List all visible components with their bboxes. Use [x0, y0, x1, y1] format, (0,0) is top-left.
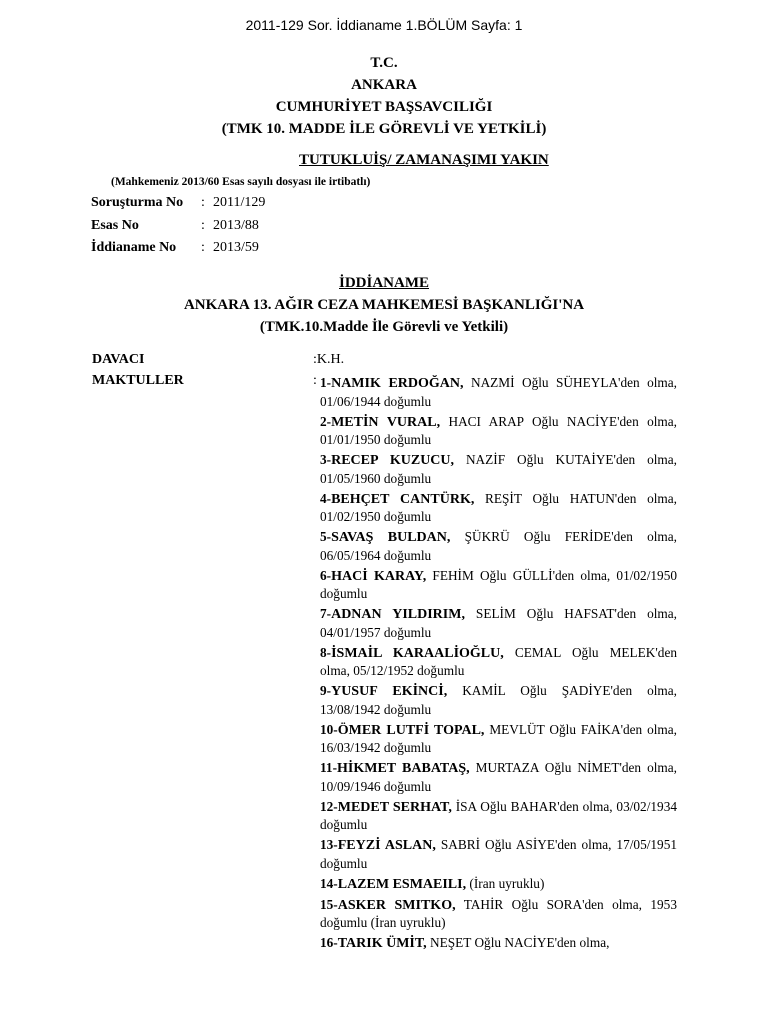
- meta-label: Esas No: [91, 217, 139, 233]
- victim-info: HACI ARAP Oğlu NACİYE'den olma, 01/01/1950 doğumlu: [320, 413, 677, 447]
- indictment-heading: [0, 272, 768, 338]
- victim-item: [320, 605, 677, 641]
- meta-row: [91, 237, 265, 260]
- victim-number: 3-: [320, 452, 332, 467]
- meta-sep: :: [201, 240, 205, 255]
- maktuller-colon: :: [313, 373, 317, 388]
- meta-sep: :: [201, 217, 205, 233]
- victim-name: ADNAN YILDIRIM,: [331, 607, 465, 622]
- meta-label: Soruşturma No: [91, 195, 184, 210]
- victim-item: [320, 721, 677, 757]
- victim-number: 10-: [320, 721, 338, 737]
- victim-info: SELİM Oğlu HAFSAT'den olma, 04/01/1957 doğumlu: [320, 606, 677, 640]
- victim-number: 6-: [320, 567, 332, 583]
- victim-name: İSMAİL KARAALİOĞLU,: [331, 645, 504, 661]
- status-title: TUTUKLUİŞ/ ZAMANAŞIMI YAKIN: [299, 152, 549, 168]
- victim-name: HACİ KARAY,: [331, 568, 427, 584]
- victim-item: [320, 490, 677, 526]
- victim-name: BEHÇET CANTÜRK,: [331, 491, 475, 507]
- meta-value: 2013/88: [213, 217, 259, 233]
- victim-item: [320, 759, 677, 795]
- meta-label: İddianame No: [91, 240, 177, 255]
- victim-name: ASKER SMITKO,: [337, 897, 456, 913]
- victim-number: 13-: [320, 837, 338, 852]
- header-line: (TMK 10. MADDE İLE GÖREVLİ VE YETKİLİ): [221, 121, 547, 137]
- victim-name: ÖMER LUTFİ TOPAL,: [337, 722, 485, 738]
- victim-item: [320, 875, 677, 894]
- meta-sep: :: [201, 195, 205, 210]
- victim-number: 4-: [320, 490, 332, 506]
- doc-title: İDDİANAME: [339, 275, 429, 291]
- victim-info: REŞİT Oğlu HATUN'den olma, 01/02/1950 doğumlu: [320, 490, 677, 524]
- victim-name: METİN VURAL,: [331, 414, 441, 430]
- victim-item: [320, 644, 677, 680]
- victim-info: CEMAL Oğlu MELEK'den olma, 05/12/1952 doğumlu: [320, 644, 677, 678]
- victim-number: 1-: [320, 375, 332, 390]
- victim-number: 11-: [320, 760, 337, 775]
- victim-info: TAHİR Oğlu SORA'den olma, 1953 doğumlu (İran uyruklu): [320, 896, 677, 930]
- victim-info: KAMİL Oğlu ŞADİYE'den olma, 13/08/1942 doğumlu: [320, 683, 678, 717]
- victim-info: MEVLÜT Oğlu FAİKA'den olma, 16/03/1942 doğumlu: [320, 721, 677, 755]
- header-line: ANKARA: [351, 77, 417, 93]
- victim-info: NAZİF Oğlu KUTAİYE'den olma, 01/05/1960 doğumlu: [320, 452, 677, 486]
- meta-value: 2011/129: [213, 195, 266, 210]
- court-subtitle: (TMK.10.Madde İle Görevli ve Yetkili): [259, 319, 509, 335]
- victim-name: TARIK ÜMİT,: [337, 936, 427, 951]
- victim-name: YUSUF EKİNCİ,: [331, 684, 448, 699]
- victim-name: SAVAŞ BULDAN,: [331, 530, 451, 545]
- victim-name: FEYZİ ASLAN,: [337, 838, 436, 853]
- meta-value: 2013/59: [213, 240, 259, 255]
- victim-name: LAZEM ESMAEILI,: [337, 876, 467, 892]
- victim-info: (İran uyruklu): [469, 875, 545, 891]
- victim-number: 5-: [320, 529, 332, 544]
- victim-item: [320, 836, 677, 872]
- davaci-value: :K.H.: [313, 352, 345, 367]
- maktuller-label: MAKTULLER: [92, 373, 184, 388]
- victim-number: 8-: [320, 644, 332, 660]
- victim-number: 15-: [320, 896, 338, 912]
- victim-item: [320, 451, 677, 487]
- victim-name: RECEP KUZUCU,: [331, 453, 455, 468]
- victim-list: [320, 374, 677, 955]
- institution-header: [0, 52, 768, 140]
- victim-name: MEDET SERHAT,: [337, 799, 452, 815]
- victim-number: 12-: [320, 798, 338, 814]
- victim-item: [320, 934, 677, 953]
- header-line: T.C.: [370, 55, 398, 71]
- related-file-note: (Mahkemeniz 2013/60 Esas sayılı dosyası ile irtibatlı): [111, 176, 371, 188]
- davaci-label: DAVACI: [92, 352, 145, 367]
- victim-info: NEŞET Oğlu NACİYE'den olma,: [430, 935, 610, 950]
- victim-name: NAMIK ERDOĞAN,: [331, 376, 464, 391]
- case-numbers: [91, 192, 265, 260]
- victim-item: [320, 682, 677, 718]
- meta-row: [91, 215, 265, 238]
- court-name: ANKARA 13. AĞIR CEZA MAHKEMESİ BAŞKANLIĞI'NA: [183, 297, 585, 313]
- victim-item: [320, 413, 677, 449]
- victim-item: [320, 567, 677, 603]
- header-line: CUMHURİYET BAŞSAVCILIĞI: [275, 99, 493, 115]
- victim-number: 2-: [320, 413, 332, 429]
- meta-row: [91, 192, 265, 215]
- victim-info: İSA Oğlu BAHAR'den olma, 03/02/1934 doğumlu: [320, 798, 677, 832]
- victim-number: 16-: [320, 935, 338, 950]
- victim-item: [320, 374, 677, 410]
- running-header: 2011-129 Sor. İddianame 1.BÖLÜM Sayfa: 1: [245, 17, 523, 33]
- victim-info: NAZMİ Oğlu SÜHEYLA'den olma, 01/06/1944 doğumlu: [320, 375, 677, 409]
- victim-number: 9-: [320, 683, 332, 698]
- victim-item: [320, 896, 677, 932]
- victim-item: [320, 528, 677, 564]
- victim-number: 14-: [320, 875, 338, 891]
- victim-name: HİKMET BABATAŞ,: [337, 761, 470, 776]
- victim-number: 7-: [320, 606, 332, 621]
- victim-item: [320, 798, 677, 834]
- victim-info: ŞÜKRÜ Oğlu FERİDE'den olma, 06/05/1964 doğumlu: [320, 529, 677, 563]
- victim-info: MURTAZA Oğlu NİMET'den olma, 10/09/1946 doğumlu: [320, 760, 677, 794]
- victim-info: SABRİ Oğlu ASİYE'den olma, 17/05/1951 doğumlu: [320, 837, 678, 871]
- victim-info: FEHİM Oğlu GÜLLİ'den olma, 01/02/1950 doğumlu: [320, 567, 677, 601]
